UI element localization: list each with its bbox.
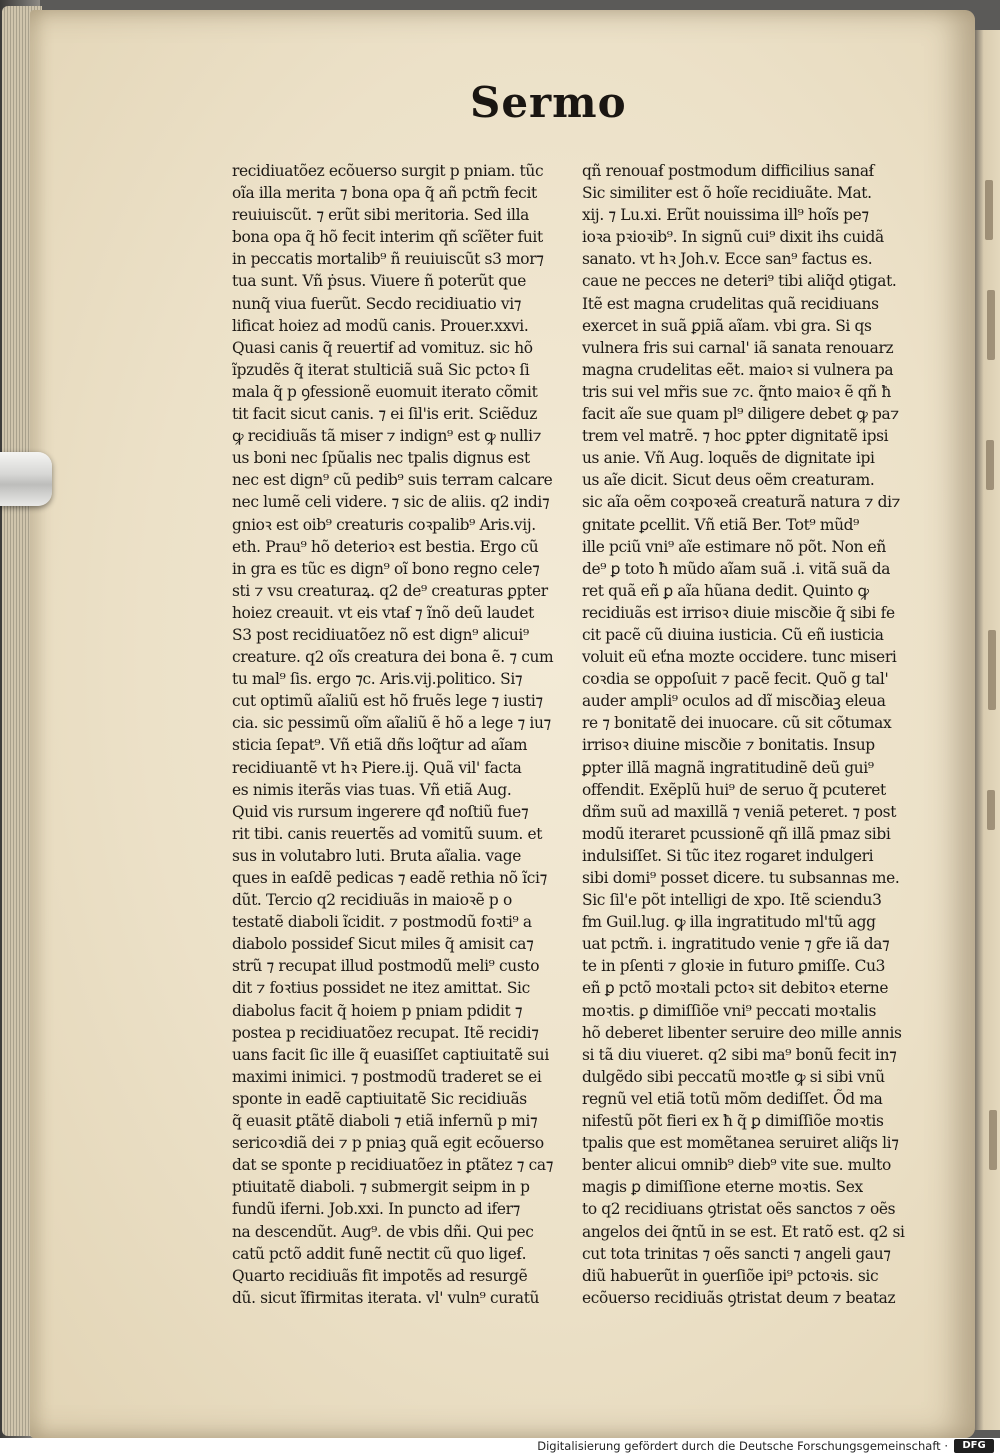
- text-line: reuiuiscũt. ⁊ erũt sibi meritoria. Sed illa: [232, 206, 529, 225]
- book-clip: [0, 452, 52, 506]
- text-line: dit ⁊ foꝛtius possidet ne itez amittat. Sic: [232, 979, 530, 998]
- text-line: catũ pctõ addit funẽ nectit cũ quo ligeẜ.: [232, 1244, 527, 1263]
- text-line: caue ne pecces ne deteri⁹ tibi aliq̃d ꝯtigat.: [582, 272, 897, 291]
- text-line: dulgẽdo sibi peccatũ moꝛtꝉe ꝙ si sibi vnũ: [582, 1067, 885, 1086]
- text-line: Quarto recidiuãs fit impotẽs ad resurgẽ: [232, 1266, 528, 1285]
- text-line: eth. Prau⁹ hõ deterioꝛ est bestia. Ergo cũ: [232, 537, 539, 556]
- text-line: hõ deberet libenter seruire deo mille annis: [582, 1023, 902, 1042]
- text-line: ille pciũ vni⁹ aĩe estimare nõ põt. Non eñ: [582, 537, 886, 556]
- text-line: gnioꝛ est oib⁹ creaturis coꝛpalib⁹ Aris.vij.: [232, 515, 536, 534]
- text-line: dat se sponte p recidiuatõez in ꝑtãtez ⁊ ca⁊: [232, 1156, 554, 1175]
- text-line: trem vel matrẽ. ⁊ hoc ꝑpter dignitatẽ ipsi: [582, 427, 889, 446]
- dfg-logo: DFG: [954, 1439, 994, 1453]
- text-line: eñ ꝑ pctõ moꝛtali pctoꝛ sit debitoꝛ eterne: [582, 979, 889, 998]
- text-line: in gra es tũc es dign⁹ oĩ bono regno cele⁊: [232, 559, 540, 578]
- text-line: re ⁊ bonitatẽ dei inuocare. cũ sit cõtumax: [582, 714, 892, 733]
- text-line: es nimis iterãs vias tuas. Vñ etiã Aug.: [232, 780, 512, 799]
- text-line: modũ iteraret pcussionẽ qñ illã pmaz sibi: [582, 824, 891, 843]
- text-line: nifestũ põt fieri ex ħ q̃ ꝑ dimiſſiõe moꝛtis: [582, 1112, 884, 1131]
- text-line: sanato. vt hꝛ Joh.v. Ecce san⁹ factus es.: [582, 250, 873, 269]
- text-line: tu mal⁹ ſis. ergo ⁊c. Aris.vij.politico. Si⁊: [232, 670, 523, 689]
- text-line: ꝙ recidiuãs tã miser ⁊ indign⁹ est ꝙ nulli⁊: [232, 427, 542, 446]
- text-line: creature. q2 oĩs creatura dei bona ẽ. ⁊ cum: [232, 648, 554, 667]
- text-line: fm Guil.lug. ꝙ illa ingratitudo ml'tũ agg: [582, 913, 876, 932]
- text-line: nec lumẽ celi videre. ⁊ sic de aliis. q2 indi⁊: [232, 493, 550, 512]
- text-line: Quasi canis q̃ reuertiẜ ad vomituz. sic hõ: [232, 338, 533, 357]
- text-line: fundũ iferni. Job.xxi. In puncto ad ifer⁊: [232, 1200, 520, 1219]
- text-line: dñm suũ ad maxillã ⁊ veniã peteret. ⁊ post: [582, 802, 897, 821]
- text-line: sibi domi⁹ posset dicere. tu subsannas me.: [582, 869, 900, 887]
- text-line: ĩpzudẽs q̃ iterat stulticiã suã Sic pctoꝛ ſi: [232, 360, 530, 379]
- text-line: regnũ vel etiã totũ mõm dediſſet. Õd ma: [582, 1089, 883, 1108]
- text-line: indulsiſſet. Si tũc itez rogaret indulgeri: [582, 846, 874, 865]
- text-line: recidiuantẽ vt hꝛ Piere.ij. Quã vil' facta: [232, 758, 522, 777]
- text-line: auder ampli⁹ oculos ad dĩ miscðiaꝫ eleua: [582, 692, 886, 711]
- text-line: sti ⁊ vsu creaturaꝝ. q2 de⁹ creaturas ꝑpter: [232, 581, 548, 600]
- text-line: sic aĩa oẽm coꝛpoꝛeã creaturã natura ⁊ di⁊: [582, 493, 901, 512]
- text-line: S3 post recidiuatõez nõ est dign⁹ alicui⁹: [232, 625, 529, 644]
- text-line: cia. sic pessimũ oĩm aĩaliũ ẽ hõ a lege ⁊ iu⁊: [232, 714, 551, 733]
- text-line: dũt. Tercio q2 recidiuãs in maioꝛẽ p o: [232, 891, 512, 910]
- text-column-right: [582, 160, 912, 1309]
- text-line: ecõuerso recidiuãs ꝯtristat deum ⁊ beataz: [582, 1288, 896, 1307]
- text-line: exercet in suã ꝑpiã aĩam. vbi gra. Si qs: [582, 316, 872, 335]
- text-line: tit facit sicut canis. ⁊ ei ſil'is erit. Sciẽduz: [232, 405, 537, 424]
- text-line: uat pctm̃. i. ingratitudo venie ⁊ gr̃e iã da⁊: [582, 935, 890, 954]
- text-line: hoiez creauit. vt eis vtaẜ ⁊ ĩnõ deũ laudet: [232, 603, 534, 622]
- text-line: qñ renouaẜ postmodum difficilius sanaẜ: [582, 162, 875, 180]
- text-line: ret quã eñ ꝑ aĩa hũana dedit. Quinto ꝙ: [582, 581, 869, 600]
- text-line: nec est dign⁹ cũ pedib⁹ suis terram calcare: [232, 471, 553, 490]
- text-line: irrisoꝛ diuine miscðie ⁊ bonitatis. Insup: [582, 736, 875, 755]
- text-line: coꝛdia se oppoſuit ⁊ pacẽ fecit. Quõ g tal': [582, 670, 889, 689]
- text-line: xij. ⁊ Lu.xi. Erũt nouissima ill⁹ hoĩs pe⁊: [582, 206, 869, 225]
- text-line: Sic similiter est õ hoĩe recidiuãte. Mat.: [582, 184, 872, 203]
- text-line: magna crudelitas eẽt. maioꝛ si vulnera pa: [582, 360, 894, 379]
- text-line: sticia ſepat⁹. Vñ etiã dñs loq̃tur ad aĩam: [232, 736, 528, 755]
- text-line: rit tibi. canis reuertẽs ad vomitũ suum. et: [232, 824, 543, 843]
- text-line: vulnera fris sui carnal' iã sanata renouarz: [582, 338, 894, 357]
- text-line: us aĩe dicit. Sicut deus oẽm creaturam.: [582, 471, 875, 490]
- text-line: us boni nec ſpũalis nec tpalis dignus est: [232, 449, 530, 468]
- text-line: Itẽ est magna crudelitas quã recidiuans: [582, 294, 879, 313]
- text-line: facit aĩe sue quam pl⁹ diligere debet ꝙ pa⁊: [582, 405, 899, 424]
- text-line: recidiuãs est irrisoꝛ diuie miscðie q̃ sibi fe: [582, 603, 895, 622]
- text-line: diabolus facit q̃ hoiem p pniam pdidit ⁊: [232, 1001, 523, 1020]
- text-line: ꝑpter illã magnã ingratitudinẽ deũ gui⁹: [582, 758, 874, 777]
- text-line: bona opa q̃ hõ fecit interim qñ scĩẽter fuit: [232, 228, 543, 247]
- text-line: sponte in eadẽ captiuitatẽ Sic recidiuãs: [232, 1089, 527, 1108]
- text-line: tris sui vel mr̃is sue ⁊c. q̃nto maioꝛ ẽ qñ ħ: [582, 382, 891, 401]
- text-line: uans facit ſic ille q̃ euasiſſet captiuitatẽ sui: [232, 1045, 549, 1064]
- text-line: diabolo possideẜ Sicut miles q̃ amisit ca⁊: [232, 935, 534, 954]
- text-line: recidiuatõez ecõuerso surgit p pniam. tũc: [232, 162, 544, 180]
- text-line: sericoꝛdiã dei ⁊ p pniaꝫ quã egit ecõuerso: [232, 1134, 544, 1153]
- text-line: moꝛtis. ꝑ dimiſſiõe vni⁹ peccati moꝛtalis: [582, 1001, 877, 1020]
- adjacent-page-edge: [975, 30, 1000, 1430]
- text-line: voluit eũ eťna mozte occidere. tunc miseri: [582, 648, 897, 667]
- text-line: gnitate ꝑcellit. Vñ etiã Ber. Tot⁹ mũd⁹: [582, 515, 859, 534]
- text-line: to q2 recidiuans ꝯtristat oẽs sanctos ⁊ oẽs: [582, 1200, 896, 1219]
- text-line: dũ. sicut ĩfirmitas iterata. vl' vuln⁹ curatũ: [232, 1288, 540, 1307]
- text-line: postea p recidiuatõez recupat. Itẽ recidi⁊: [232, 1023, 539, 1042]
- text-line: us anie. Vñ Aug. loquẽs de dignitate ipi: [582, 449, 875, 468]
- text-line: oĩa illa merita ⁊ bona opa q̃ añ pctm̃ fecit: [232, 184, 537, 203]
- text-line: testatẽ diaboli ĩcidit. ⁊ postmodũ foꝛti⁹ a: [232, 913, 532, 932]
- text-line: mala q̃ p ꝯfessionẽ euomuit iterato cõmit: [232, 382, 538, 401]
- text-line: de⁹ ꝑ toto ħ mũdo aĩam suã .i. vitã suã da: [582, 559, 891, 578]
- text-line: nunq̃ viua fuerũt. Secdo recidiuatio vi⁊: [232, 294, 522, 313]
- digitization-credit: Digitalisierung gefördert durch die Deutsche Forschungsgemeinschaft ·: [537, 1439, 948, 1453]
- text-line: maximi inimici. ⁊ postmodũ traderet se ei: [232, 1067, 542, 1086]
- text-line: magis ꝑ dimiſſione eterne moꝛtis. Sex: [582, 1178, 863, 1197]
- text-line: ques in eaſdẽ pedicas ⁊ eadẽ rethia nõ ĩci⁊: [232, 869, 547, 887]
- text-line: lificat hoiez ad modũ canis. Prouer.xxvi.: [232, 316, 529, 335]
- text-line: strũ ⁊ recupat illud postmodũ meli⁹ custo: [232, 957, 540, 976]
- text-line: ptiuitatẽ diaboli. ⁊ submergit seipm in p: [232, 1178, 530, 1197]
- text-line: angelos dei q̃ntũ in se est. Et ratõ est. q2 si: [582, 1222, 905, 1241]
- page-heading: Sermo: [470, 78, 627, 127]
- text-line: in peccatis mortalib⁹ ñ reuiuiscũt s3 mor⁊: [232, 250, 544, 269]
- text-line: diũ habuerũt in ꝯuerſiõe ipi⁹ pctoꝛis. sic: [582, 1266, 879, 1285]
- text-column-left: [232, 160, 562, 1309]
- text-line: tua sunt. Vñ ṗsus. Viuere ñ poterũt que: [232, 272, 527, 291]
- text-line: tpalis que est momẽtanea seruiret aliq̃s li⁊: [582, 1134, 899, 1153]
- text-line: offendit. Exẽplũ hui⁹ de seruo q̃ pcuteret: [582, 780, 886, 799]
- text-line: cut optimũ aĩaliũ est hõ fruẽs lege ⁊ iusti⁊: [232, 692, 543, 711]
- text-line: cut tota trinitas ⁊ oẽs sancti ⁊ angeli gau⁊: [582, 1244, 891, 1263]
- text-line: te in pſenti ⁊ gloꝛie in futuro ꝑmiſſe. Cu3: [582, 957, 886, 976]
- text-line: q̃ euasit ꝑtãtẽ diaboli ⁊ etiã infernũ p mi⁊: [232, 1112, 538, 1131]
- text-line: na descendũt. Aug⁹. de vbis dñi. Qui pec: [232, 1222, 534, 1241]
- text-line: Quid vis rursum ingerere qđ noſtiũ fue⁊: [232, 802, 529, 821]
- text-line: sus in volutabro luti. Bruta aĩalia. vage: [232, 846, 521, 865]
- text-line: ioꝛa pꝛioꝛib⁹. In signũ cui⁹ dixit ihs cuidã: [582, 228, 884, 247]
- text-line: si tã diu viueret. q2 sibi ma⁹ bonũ fecit in⁊: [582, 1045, 897, 1064]
- text-line: benter alicui omnib⁹ dieb⁹ vite sue. multo: [582, 1156, 891, 1175]
- text-line: Sic ſil'e põt intelligi de xpo. Itẽ sciendu3: [582, 891, 882, 910]
- text-line: cit pacẽ cũ diuina iusticia. Cũ eñ iusticia: [582, 625, 884, 644]
